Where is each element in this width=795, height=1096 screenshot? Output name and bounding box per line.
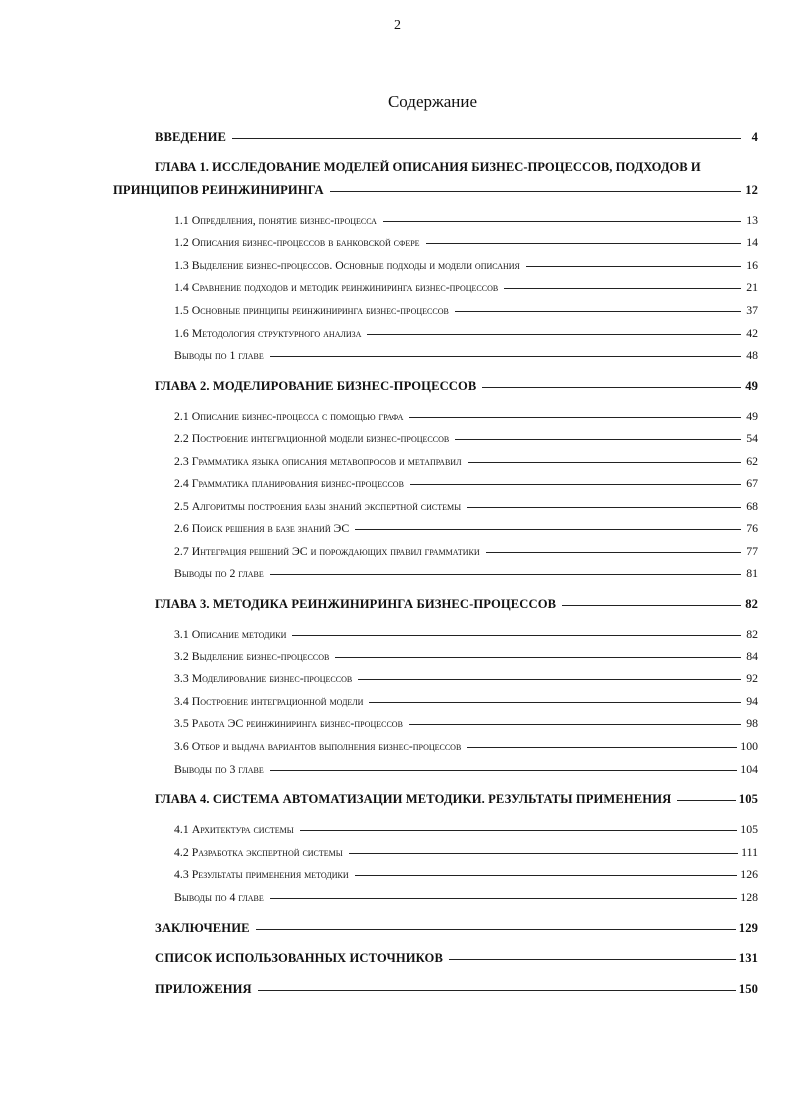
toc-label: Выводы по 1 главе: [174, 348, 264, 362]
toc-page: 13: [746, 213, 758, 227]
toc-entry-1-conclusions[interactable]: [174, 348, 758, 363]
toc-entry-2-1[interactable]: [174, 409, 758, 424]
toc-page: 49: [745, 379, 758, 393]
toc-label: ПРИНЦИПОВ РЕИНЖИНИРИНГА: [113, 183, 324, 197]
toc-label: Выводы по 4 главе: [174, 890, 264, 904]
leader-line: [562, 605, 741, 606]
leader-line: [526, 266, 741, 267]
toc-page: 81: [746, 566, 758, 580]
leader-line: [468, 462, 741, 463]
toc-page: 82: [746, 627, 758, 641]
toc-page: 84: [746, 649, 758, 663]
toc-page: 4: [751, 130, 758, 144]
toc-label: 3.5 Работа ЭС реинжиниринга бизнес-процессов: [174, 716, 403, 730]
toc-entry-4-3[interactable]: [174, 867, 758, 882]
leader-line: [409, 724, 741, 725]
toc-entry-2-2[interactable]: [174, 431, 758, 446]
toc-label: Выводы по 2 главе: [174, 566, 264, 580]
toc-page: 104: [740, 762, 758, 776]
leader-line: [467, 507, 741, 508]
leader-line: [369, 702, 741, 703]
toc-page: 16: [746, 258, 758, 272]
leader-line: [292, 635, 741, 636]
toc-page: 62: [746, 454, 758, 468]
toc-label: 2.1 Описание бизнес-процесса с помощью графа: [174, 409, 404, 423]
toc-page: 37: [746, 303, 758, 317]
page-number: 2: [394, 18, 401, 33]
toc-page: 49: [746, 409, 758, 423]
toc-label: 1.2 Описания бизнес-процессов в банковской сфере: [174, 235, 420, 249]
toc-label: 2.2 Построение интеграционной модели бизнес-процессов: [174, 431, 450, 445]
toc-label: 2.6 Поиск решения в базе знаний ЭС: [174, 521, 350, 535]
toc-entry-chapter3[interactable]: [155, 597, 758, 612]
leader-line: [383, 221, 741, 222]
toc-page: 76: [746, 521, 758, 535]
toc-entry-2-6[interactable]: [174, 521, 758, 536]
leader-line: [300, 830, 738, 831]
toc-entry-3-2[interactable]: [174, 649, 758, 664]
toc-entry-1-2[interactable]: [174, 235, 758, 250]
page-title: Содержание: [387, 92, 478, 111]
toc-page: 126: [740, 867, 758, 881]
toc-entry-2-5[interactable]: [174, 499, 758, 514]
toc-page: 82: [745, 597, 758, 611]
toc-label: ГЛАВА 4. СИСТЕМА АВТОМАТИЗАЦИИ МЕТОДИКИ. РЕЗУЛЬТАТЫ ПРИМЕНЕНИЯ: [155, 792, 672, 806]
toc-entry-2-conclusions[interactable]: [174, 566, 758, 581]
leader-line: [358, 679, 741, 680]
leader-line: [455, 311, 741, 312]
toc-entry-3-6[interactable]: [174, 739, 758, 754]
toc-page: 150: [738, 982, 758, 996]
toc-label: ЗАКЛЮЧЕНИЕ: [155, 921, 250, 935]
leader-line: [270, 574, 741, 575]
leader-line: [256, 929, 736, 930]
toc-label: 3.3 Моделирование бизнес-процессов: [174, 671, 353, 685]
toc-label: ПРИЛОЖЕНИЯ: [155, 982, 252, 996]
toc-label: 4.2 Разработка экспертной системы: [174, 845, 343, 859]
toc-entry-2-7[interactable]: [174, 544, 758, 559]
toc-page: 21: [746, 280, 758, 294]
leader-line: [335, 657, 741, 658]
leader-line: [409, 417, 741, 418]
toc-label: 2.7 Интеграция решений ЭС и порождающих правил грамматики: [174, 544, 480, 558]
toc-label: 1.6 Методология структурного анализа: [174, 326, 362, 340]
leader-line: [270, 770, 738, 771]
leader-line: [482, 387, 741, 388]
leader-line: [355, 875, 738, 876]
toc-entry-2-3[interactable]: [174, 454, 758, 469]
leader-line: [330, 191, 741, 192]
toc-page: 54: [746, 431, 758, 445]
toc-page: 94: [746, 694, 758, 708]
toc-label: ГЛАВА 2. МОДЕЛИРОВАНИЕ БИЗНЕС-ПРОЦЕССОВ: [155, 379, 477, 393]
toc-entry-1-3[interactable]: [174, 258, 758, 273]
toc-entry-chapter1[interactable]: [113, 183, 758, 198]
toc-entry-1-1[interactable]: [174, 213, 758, 228]
toc-label: 1.1 Определения, понятие бизнес-процесса: [174, 213, 377, 227]
chapter1-title-line1[interactable]: ГЛАВА 1. ИССЛЕДОВАНИЕ МОДЕЛЕЙ ОПИСАНИЯ БИЗНЕС-ПРОЦЕССОВ, ПОДХОДОВ И: [155, 160, 701, 174]
toc-page: 128: [740, 890, 758, 904]
toc-label: СПИСОК ИСПОЛЬЗОВАННЫХ ИСТОЧНИКОВ: [155, 951, 443, 965]
toc-label: 4.3 Результаты применения методики: [174, 867, 349, 881]
toc-label: 3.6 Отбор и выдача вариантов выполнения бизнес-процессов: [174, 739, 462, 753]
leader-line: [258, 990, 736, 991]
toc-entry-4-2[interactable]: [174, 845, 758, 860]
toc-page: 92: [746, 671, 758, 685]
toc-label: ВВЕДЕНИЕ: [155, 130, 227, 144]
leader-line: [270, 356, 741, 357]
toc-page: 131: [738, 951, 758, 965]
toc-entry-2-4[interactable]: [174, 476, 758, 491]
toc-page: 12: [745, 183, 758, 197]
toc-entry-conclusion[interactable]: [155, 921, 758, 936]
toc-page: 14: [746, 235, 758, 249]
toc-label: 2.4 Грамматика планирования бизнес-процессов: [174, 476, 404, 490]
toc-label: Выводы по 3 главе: [174, 762, 264, 776]
toc-page: 98: [746, 716, 758, 730]
toc-page: 100: [740, 739, 758, 753]
toc-page: 111: [741, 845, 758, 859]
toc-entry-3-4[interactable]: [174, 694, 758, 709]
toc-label: 2.5 Алгоритмы построения базы знаний экспертной системы: [174, 499, 462, 513]
leader-line: [426, 243, 741, 244]
toc-entry-references[interactable]: [155, 951, 758, 966]
toc-entry-3-3[interactable]: [174, 671, 758, 686]
leader-line: [270, 898, 738, 899]
leader-line: [232, 138, 741, 139]
toc-entry-4-1[interactable]: [174, 822, 758, 837]
toc-entry-3-5[interactable]: [174, 716, 758, 731]
toc-page: 105: [738, 792, 758, 806]
toc-label: 4.1 Архитектура системы: [174, 822, 294, 836]
toc-label: 1.4 Сравнение подходов и методик реинжиниринга бизнес-процессов: [174, 280, 499, 294]
toc-entry-1-4[interactable]: [174, 280, 758, 295]
toc-page: 48: [746, 348, 758, 362]
toc-entry-4-conclusions[interactable]: [174, 890, 758, 905]
toc-entry-intro[interactable]: [155, 130, 758, 145]
leader-line: [367, 334, 741, 335]
toc-label: ГЛАВА 3. МЕТОДИКА РЕИНЖИНИРИНГА БИЗНЕС-ПРОЦЕССОВ: [155, 597, 557, 611]
toc-page: 129: [738, 921, 758, 935]
toc-label: 3.4 Построение интеграционной модели: [174, 694, 364, 708]
toc-entry-appendices[interactable]: [155, 982, 758, 997]
toc-label: 2.3 Грамматика языка описания метавопросов и метаправил: [174, 454, 462, 468]
toc-page: 67: [746, 476, 758, 490]
toc-label: 1.5 Основные принципы реинжиниринга бизнес-процессов: [174, 303, 449, 317]
leader-line: [449, 959, 736, 960]
leader-line: [355, 529, 741, 530]
leader-line: [486, 552, 741, 553]
leader-line: [467, 747, 737, 748]
toc-entry-1-6[interactable]: [174, 326, 758, 341]
toc-page: 42: [746, 326, 758, 340]
toc-entry-3-1[interactable]: [174, 627, 758, 642]
toc-label: 1.3 Выделение бизнес-процессов. Основные подходы и модели описания: [174, 258, 520, 272]
toc-page: 68: [746, 499, 758, 513]
toc-page: 77: [746, 544, 758, 558]
leader-line: [455, 439, 741, 440]
toc-entry-1-5[interactable]: [174, 303, 758, 318]
leader-line: [349, 853, 738, 854]
toc-label: 3.1 Описание методики: [174, 627, 287, 641]
toc-label: 3.2 Выделение бизнес-процессов: [174, 649, 330, 663]
leader-line: [677, 800, 736, 801]
leader-line: [504, 288, 741, 289]
toc-entry-3-conclusions[interactable]: [174, 762, 758, 777]
leader-line: [410, 484, 741, 485]
toc-entry-chapter2[interactable]: [155, 379, 758, 394]
toc-entry-chapter4[interactable]: [155, 792, 758, 807]
toc-page: 105: [740, 822, 758, 836]
